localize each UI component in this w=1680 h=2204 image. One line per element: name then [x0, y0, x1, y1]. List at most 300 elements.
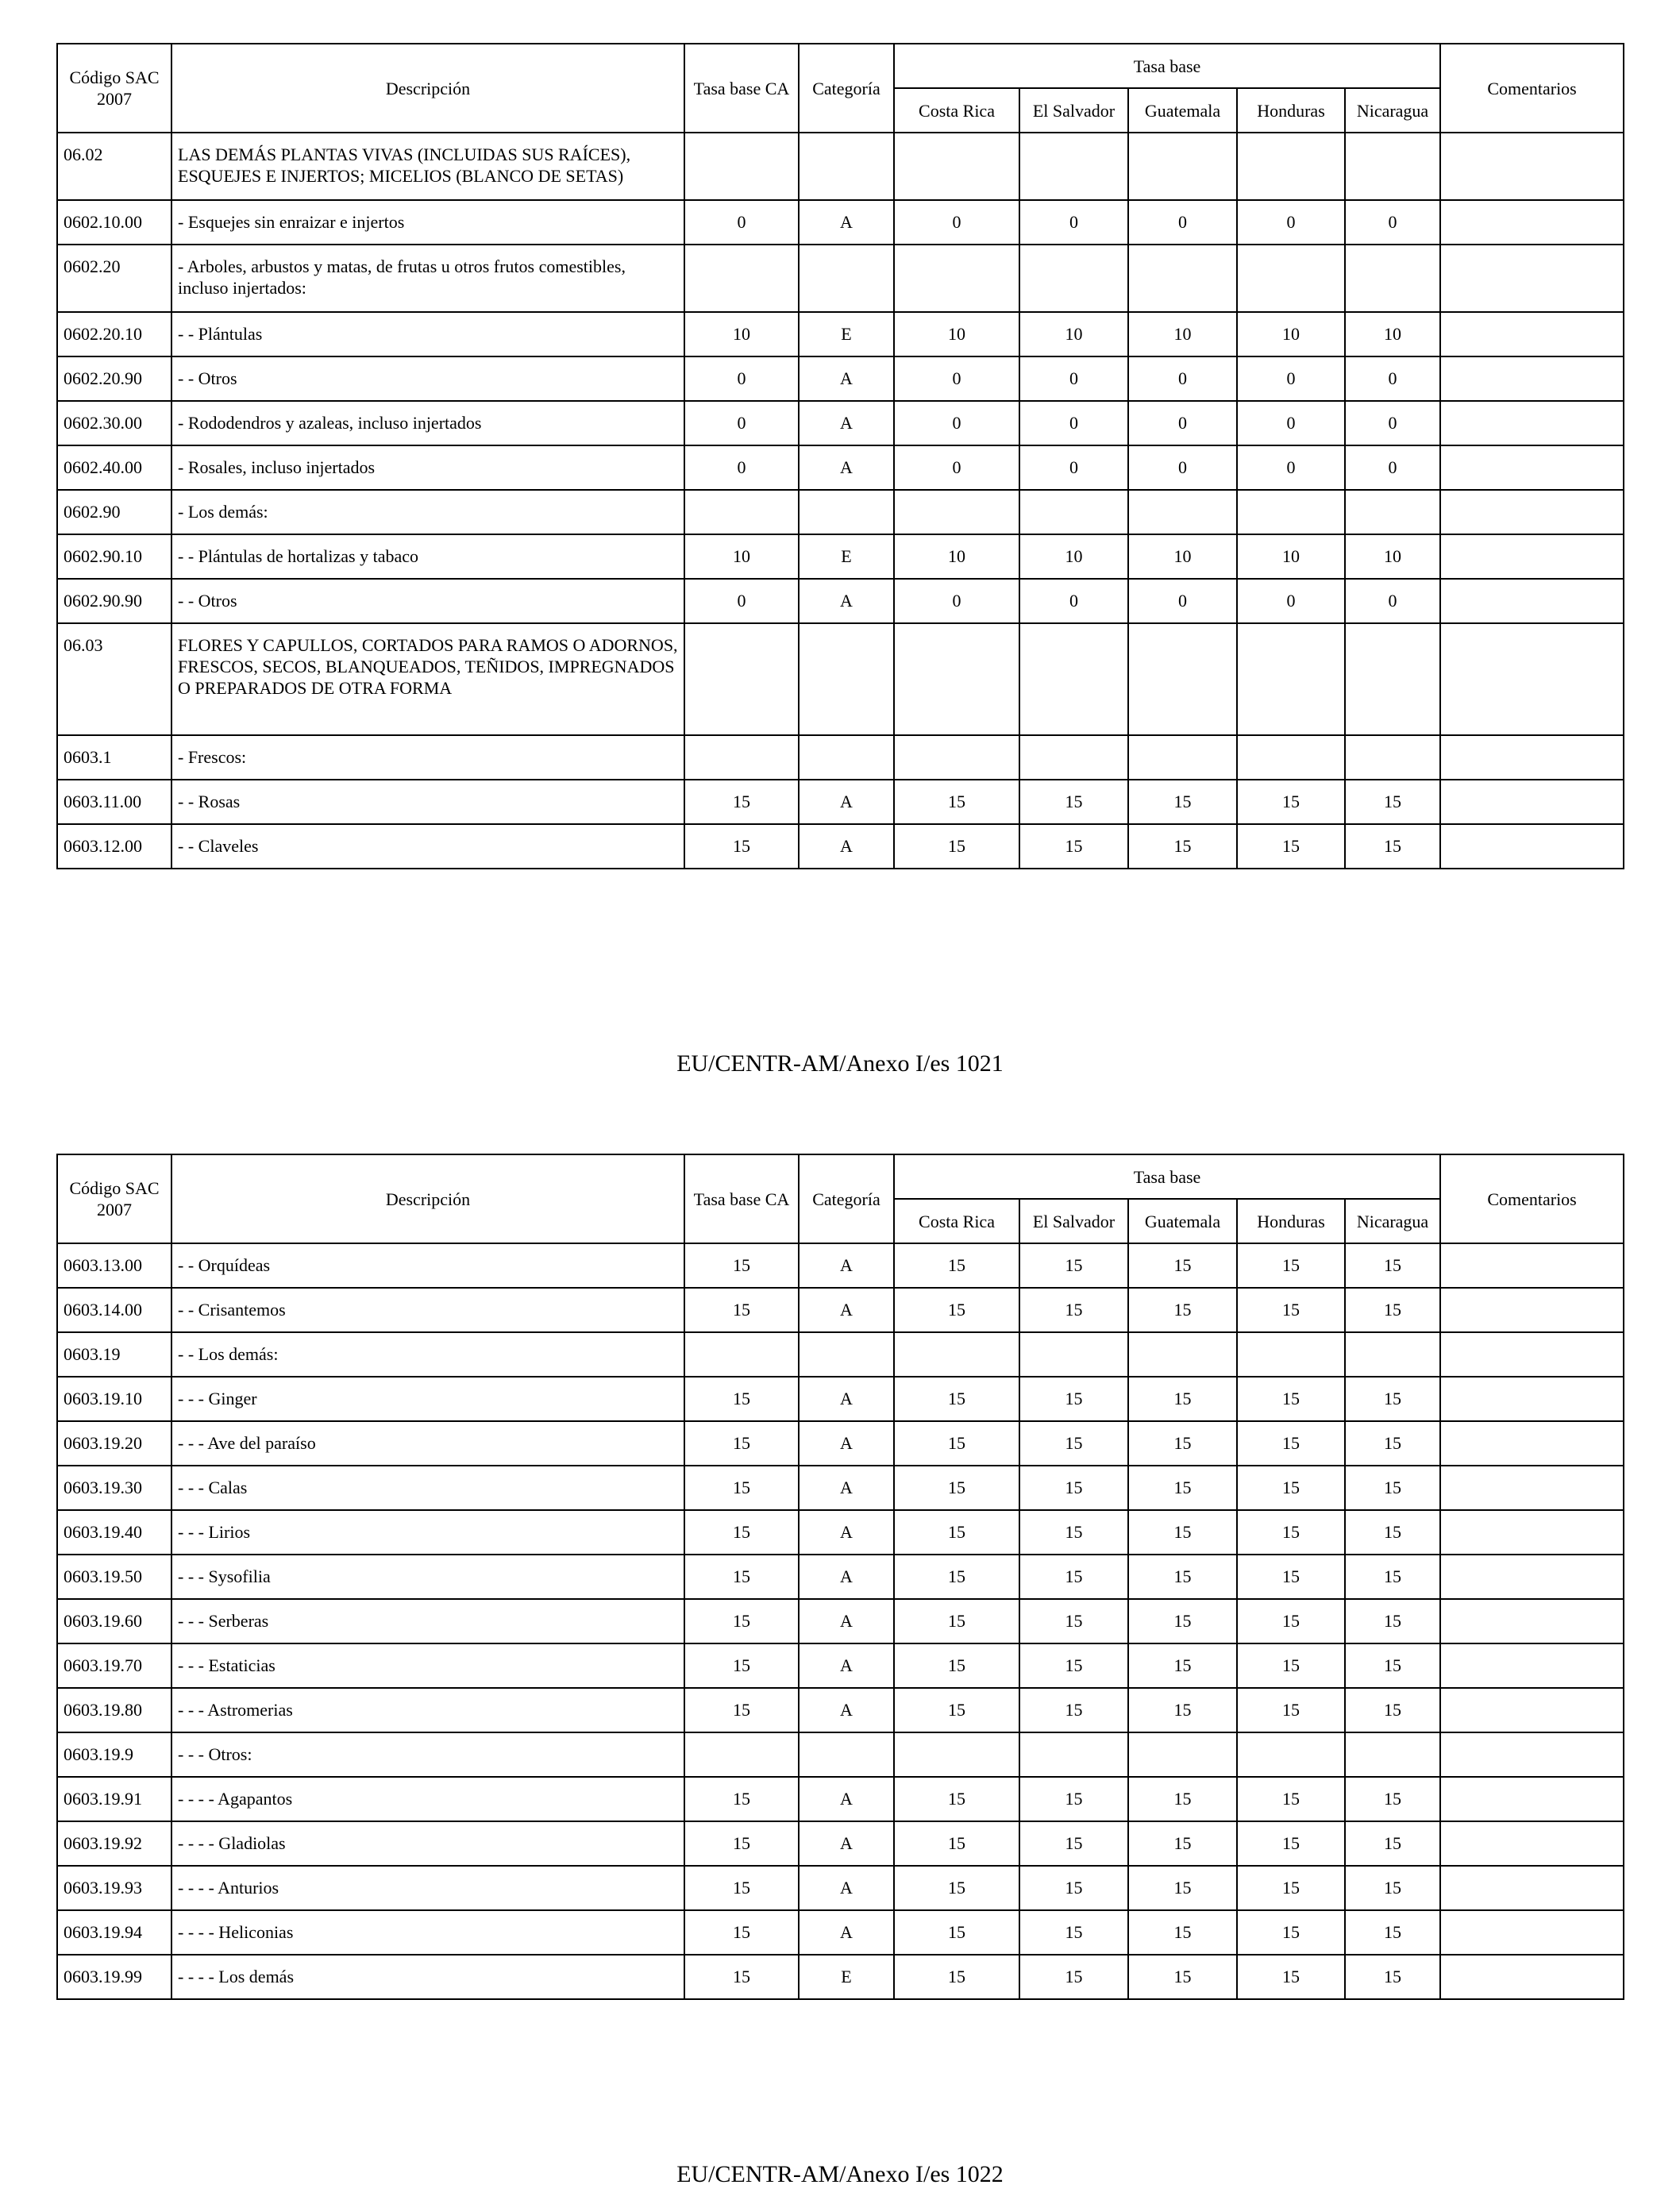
header-category: Categoría — [799, 1154, 894, 1243]
cell-rate-honduras: 15 — [1237, 1955, 1345, 1999]
cell-rate-costa-rica: 15 — [894, 1910, 1019, 1955]
cell-rate-guatemala: 15 — [1128, 1466, 1237, 1510]
cell-rate-guatemala — [1128, 735, 1237, 780]
cell-rate-el-salvador — [1019, 1732, 1128, 1777]
cell-code: 0603.1 — [57, 735, 171, 780]
cell-rate-guatemala: 15 — [1128, 1910, 1237, 1955]
cell-description: - - Los demás: — [171, 1332, 684, 1377]
cell-rate-nicaragua: 15 — [1345, 1955, 1440, 1999]
cell-rate-guatemala: 15 — [1128, 1599, 1237, 1643]
cell-rate-honduras: 15 — [1237, 1599, 1345, 1643]
cell-code: 0603.19.94 — [57, 1910, 171, 1955]
cell-code: 0603.19.80 — [57, 1688, 171, 1732]
table-row — [57, 1510, 1624, 1555]
cell-rate-el-salvador: 0 — [1019, 200, 1128, 245]
header-country: Guatemala — [1128, 1199, 1237, 1243]
cell-description: - - Otros — [171, 356, 684, 401]
header-country: El Salvador — [1019, 88, 1128, 133]
cell-rate-guatemala: 0 — [1128, 445, 1237, 490]
cell-rate-guatemala: 15 — [1128, 1421, 1237, 1466]
table-row — [57, 401, 1624, 445]
cell-description: - Frescos: — [171, 735, 684, 780]
cell-code: 0602.20.90 — [57, 356, 171, 401]
cell-comments — [1440, 445, 1624, 490]
table-row — [57, 1777, 1624, 1821]
cell-rate-el-salvador: 15 — [1019, 1377, 1128, 1421]
cell-rate-nicaragua — [1345, 1732, 1440, 1777]
table-row — [57, 1555, 1624, 1599]
cell-rate-guatemala: 15 — [1128, 1288, 1237, 1332]
cell-comments — [1440, 1910, 1624, 1955]
cell-rate-honduras: 15 — [1237, 1688, 1345, 1732]
cell-category: A — [799, 356, 894, 401]
cell-rate-costa-rica — [894, 1732, 1019, 1777]
cell-rate-nicaragua: 0 — [1345, 401, 1440, 445]
cell-rate-honduras: 15 — [1237, 1643, 1345, 1688]
cell-rate-costa-rica: 15 — [894, 780, 1019, 824]
table-row — [57, 1688, 1624, 1732]
cell-rate-honduras: 15 — [1237, 1377, 1345, 1421]
table-row — [57, 1421, 1624, 1466]
cell-rate-costa-rica — [894, 623, 1019, 735]
cell-rate-costa-rica: 15 — [894, 824, 1019, 869]
table-row — [57, 623, 1624, 735]
cell-base-rate-ca: 10 — [684, 534, 799, 579]
cell-rate-guatemala — [1128, 623, 1237, 735]
cell-base-rate-ca: 15 — [684, 1288, 799, 1332]
cell-rate-guatemala: 15 — [1128, 1555, 1237, 1599]
cell-category: A — [799, 1643, 894, 1688]
table-row — [57, 245, 1624, 312]
cell-rate-el-salvador — [1019, 1332, 1128, 1377]
cell-category: A — [799, 1510, 894, 1555]
cell-rate-costa-rica: 15 — [894, 1688, 1019, 1732]
cell-rate-nicaragua: 15 — [1345, 824, 1440, 869]
cell-rate-honduras — [1237, 735, 1345, 780]
cell-rate-nicaragua: 10 — [1345, 312, 1440, 356]
cell-code: 0603.19.91 — [57, 1777, 171, 1821]
cell-code: 0603.19.9 — [57, 1732, 171, 1777]
cell-rate-nicaragua: 15 — [1345, 1421, 1440, 1466]
cell-rate-honduras: 15 — [1237, 1421, 1345, 1466]
table-row — [57, 1332, 1624, 1377]
cell-comments — [1440, 1955, 1624, 1999]
table-row — [57, 1377, 1624, 1421]
header-description: Descripción — [171, 1154, 684, 1243]
cell-rate-el-salvador: 15 — [1019, 780, 1128, 824]
cell-category: E — [799, 534, 894, 579]
cell-code: 0603.19.70 — [57, 1643, 171, 1688]
cell-comments — [1440, 490, 1624, 534]
table-row — [57, 579, 1624, 623]
cell-rate-costa-rica: 15 — [894, 1777, 1019, 1821]
cell-rate-el-salvador: 15 — [1019, 1688, 1128, 1732]
cell-description: - - - Otros: — [171, 1732, 684, 1777]
cell-comments — [1440, 1866, 1624, 1910]
cell-rate-honduras: 0 — [1237, 579, 1345, 623]
cell-comments — [1440, 1555, 1624, 1599]
cell-code: 0603.19.60 — [57, 1599, 171, 1643]
cell-rate-costa-rica: 0 — [894, 200, 1019, 245]
cell-comments — [1440, 1421, 1624, 1466]
table-row — [57, 200, 1624, 245]
header-base-rate: Tasa base — [894, 1154, 1440, 1199]
cell-code: 0602.20.10 — [57, 312, 171, 356]
cell-category — [799, 1332, 894, 1377]
cell-rate-guatemala: 15 — [1128, 1955, 1237, 1999]
cell-rate-nicaragua: 15 — [1345, 1555, 1440, 1599]
table-row — [57, 735, 1624, 780]
cell-rate-guatemala: 15 — [1128, 1243, 1237, 1288]
cell-rate-guatemala — [1128, 133, 1237, 200]
cell-rate-nicaragua: 0 — [1345, 579, 1440, 623]
cell-code: 0603.19.92 — [57, 1821, 171, 1866]
cell-rate-nicaragua — [1345, 490, 1440, 534]
cell-category: A — [799, 1421, 894, 1466]
cell-rate-el-salvador: 15 — [1019, 1288, 1128, 1332]
cell-rate-nicaragua: 15 — [1345, 1377, 1440, 1421]
table-row — [57, 1866, 1624, 1910]
cell-rate-el-salvador: 15 — [1019, 1466, 1128, 1510]
cell-comments — [1440, 579, 1624, 623]
cell-rate-costa-rica: 15 — [894, 1643, 1019, 1688]
cell-rate-costa-rica: 0 — [894, 401, 1019, 445]
cell-rate-nicaragua — [1345, 133, 1440, 200]
cell-description: - Rododendros y azaleas, incluso injertados — [171, 401, 684, 445]
header-base-rate: Tasa base — [894, 44, 1440, 88]
cell-comments — [1440, 1732, 1624, 1777]
header-description: Descripción — [171, 44, 684, 133]
cell-code: 0603.19 — [57, 1332, 171, 1377]
cell-category — [799, 1732, 894, 1777]
cell-rate-costa-rica: 10 — [894, 312, 1019, 356]
table-row — [57, 1821, 1624, 1866]
cell-category: A — [799, 200, 894, 245]
cell-rate-guatemala — [1128, 1732, 1237, 1777]
cell-description: - - - Sysofilia — [171, 1555, 684, 1599]
cell-code: 0602.90 — [57, 490, 171, 534]
cell-rate-guatemala: 0 — [1128, 356, 1237, 401]
cell-code: 0602.20 — [57, 245, 171, 312]
cell-rate-el-salvador: 0 — [1019, 445, 1128, 490]
cell-rate-el-salvador: 15 — [1019, 1643, 1128, 1688]
cell-description: - Esquejes sin enraizar e injertos — [171, 200, 684, 245]
cell-rate-guatemala: 15 — [1128, 824, 1237, 869]
cell-rate-costa-rica: 0 — [894, 579, 1019, 623]
cell-rate-honduras: 15 — [1237, 1910, 1345, 1955]
cell-code: 0602.90.90 — [57, 579, 171, 623]
cell-base-rate-ca: 15 — [684, 1866, 799, 1910]
cell-description: - - - - Los demás — [171, 1955, 684, 1999]
table-row — [57, 356, 1624, 401]
cell-description: - - Otros — [171, 579, 684, 623]
cell-base-rate-ca: 15 — [684, 1777, 799, 1821]
cell-rate-costa-rica: 0 — [894, 356, 1019, 401]
cell-code: 0603.19.99 — [57, 1955, 171, 1999]
cell-rate-costa-rica — [894, 735, 1019, 780]
cell-rate-guatemala: 15 — [1128, 1377, 1237, 1421]
cell-category: E — [799, 1955, 894, 1999]
cell-description: - - - Ginger — [171, 1377, 684, 1421]
cell-rate-costa-rica: 15 — [894, 1377, 1019, 1421]
cell-rate-guatemala: 10 — [1128, 534, 1237, 579]
header-country: Costa Rica — [894, 88, 1019, 133]
cell-rate-costa-rica: 15 — [894, 1466, 1019, 1510]
cell-base-rate-ca: 15 — [684, 1688, 799, 1732]
cell-rate-el-salvador: 15 — [1019, 1599, 1128, 1643]
cell-category: E — [799, 312, 894, 356]
cell-description: - Arboles, arbustos y matas, de frutas u otros frutos comestibles, incluso injertados: — [171, 245, 684, 312]
cell-base-rate-ca: 15 — [684, 780, 799, 824]
cell-category — [799, 245, 894, 312]
cell-base-rate-ca: 15 — [684, 1910, 799, 1955]
cell-category: A — [799, 1555, 894, 1599]
cell-rate-nicaragua — [1345, 623, 1440, 735]
cell-category: A — [799, 1599, 894, 1643]
cell-rate-costa-rica: 15 — [894, 1955, 1019, 1999]
header-code: Código SAC 2007 — [57, 44, 171, 133]
cell-rate-nicaragua: 15 — [1345, 1910, 1440, 1955]
cell-category: A — [799, 824, 894, 869]
header-comments: Comentarios — [1440, 44, 1624, 133]
cell-rate-guatemala: 15 — [1128, 1777, 1237, 1821]
cell-code: 0603.11.00 — [57, 780, 171, 824]
cell-base-rate-ca: 15 — [684, 1466, 799, 1510]
cell-base-rate-ca: 15 — [684, 1377, 799, 1421]
cell-rate-honduras: 10 — [1237, 312, 1345, 356]
cell-category: A — [799, 1377, 894, 1421]
cell-rate-guatemala: 15 — [1128, 1510, 1237, 1555]
cell-rate-honduras: 15 — [1237, 1866, 1345, 1910]
cell-rate-nicaragua — [1345, 245, 1440, 312]
cell-category — [799, 133, 894, 200]
cell-comments — [1440, 1288, 1624, 1332]
cell-rate-el-salvador: 15 — [1019, 1821, 1128, 1866]
cell-rate-el-salvador: 15 — [1019, 1243, 1128, 1288]
cell-code: 0603.19.50 — [57, 1555, 171, 1599]
cell-category: A — [799, 1688, 894, 1732]
cell-description: - - - - Heliconias — [171, 1910, 684, 1955]
header-country: Honduras — [1237, 88, 1345, 133]
page-footer: EU/CENTR-AM/Anexo I/es 1022 — [676, 2161, 1004, 2187]
cell-category: A — [799, 1821, 894, 1866]
cell-comments — [1440, 245, 1624, 312]
cell-rate-el-salvador: 15 — [1019, 1777, 1128, 1821]
cell-base-rate-ca: 15 — [684, 1955, 799, 1999]
header-country: Costa Rica — [894, 1199, 1019, 1243]
cell-rate-costa-rica — [894, 1332, 1019, 1377]
cell-comments — [1440, 133, 1624, 200]
table-row — [57, 445, 1624, 490]
cell-base-rate-ca — [684, 1332, 799, 1377]
cell-description: - - - Astromerias — [171, 1688, 684, 1732]
cell-rate-costa-rica — [894, 245, 1019, 312]
cell-rate-nicaragua: 15 — [1345, 1821, 1440, 1866]
cell-rate-costa-rica: 0 — [894, 445, 1019, 490]
cell-rate-guatemala: 15 — [1128, 1688, 1237, 1732]
cell-rate-costa-rica: 15 — [894, 1821, 1019, 1866]
cell-category — [799, 735, 894, 780]
table-row — [57, 824, 1624, 869]
cell-rate-guatemala: 15 — [1128, 780, 1237, 824]
cell-description: - - - - Agapantos — [171, 1777, 684, 1821]
cell-category: A — [799, 1288, 894, 1332]
cell-rate-el-salvador: 15 — [1019, 1955, 1128, 1999]
cell-comments — [1440, 1599, 1624, 1643]
cell-code: 0602.10.00 — [57, 200, 171, 245]
cell-rate-nicaragua: 15 — [1345, 1777, 1440, 1821]
cell-rate-honduras: 15 — [1237, 1466, 1345, 1510]
cell-comments — [1440, 1377, 1624, 1421]
cell-rate-nicaragua: 15 — [1345, 1510, 1440, 1555]
cell-category: A — [799, 1910, 894, 1955]
cell-rate-el-salvador — [1019, 133, 1128, 200]
cell-comments — [1440, 534, 1624, 579]
cell-description: - - Orquídeas — [171, 1243, 684, 1288]
cell-description: - - - Estaticias — [171, 1643, 684, 1688]
cell-rate-costa-rica: 15 — [894, 1421, 1019, 1466]
cell-rate-costa-rica: 15 — [894, 1599, 1019, 1643]
cell-description: LAS DEMÁS PLANTAS VIVAS (INCLUIDAS SUS RAÍCES), ESQUEJES E INJERTOS; MICELIOS (BLANCO DE SETAS) — [171, 133, 684, 200]
cell-rate-honduras — [1237, 133, 1345, 200]
cell-rate-honduras — [1237, 490, 1345, 534]
cell-base-rate-ca: 0 — [684, 356, 799, 401]
cell-comments — [1440, 1332, 1624, 1377]
cell-rate-honduras: 0 — [1237, 401, 1345, 445]
cell-base-rate-ca — [684, 735, 799, 780]
header-country: Nicaragua — [1345, 1199, 1440, 1243]
cell-rate-nicaragua: 15 — [1345, 1643, 1440, 1688]
cell-rate-el-salvador: 15 — [1019, 824, 1128, 869]
cell-rate-honduras: 15 — [1237, 1555, 1345, 1599]
cell-rate-guatemala: 0 — [1128, 200, 1237, 245]
table-row — [57, 1910, 1624, 1955]
cell-code: 0603.13.00 — [57, 1243, 171, 1288]
cell-rate-nicaragua: 15 — [1345, 1866, 1440, 1910]
cell-rate-honduras: 0 — [1237, 356, 1345, 401]
cell-rate-nicaragua: 15 — [1345, 1243, 1440, 1288]
cell-rate-nicaragua: 15 — [1345, 1466, 1440, 1510]
cell-base-rate-ca — [684, 1732, 799, 1777]
cell-comments — [1440, 1821, 1624, 1866]
cell-base-rate-ca: 0 — [684, 401, 799, 445]
cell-rate-costa-rica: 10 — [894, 534, 1019, 579]
cell-rate-nicaragua: 0 — [1345, 200, 1440, 245]
cell-rate-nicaragua: 10 — [1345, 534, 1440, 579]
cell-rate-costa-rica: 15 — [894, 1555, 1019, 1599]
cell-comments — [1440, 200, 1624, 245]
cell-rate-nicaragua — [1345, 1332, 1440, 1377]
cell-rate-nicaragua: 15 — [1345, 1288, 1440, 1332]
cell-rate-honduras — [1237, 1732, 1345, 1777]
cell-base-rate-ca — [684, 490, 799, 534]
cell-rate-el-salvador — [1019, 490, 1128, 534]
cell-category: A — [799, 780, 894, 824]
cell-rate-nicaragua: 15 — [1345, 1688, 1440, 1732]
cell-code: 06.02 — [57, 133, 171, 200]
cell-base-rate-ca — [684, 133, 799, 200]
cell-rate-honduras — [1237, 1332, 1345, 1377]
page-footer: EU/CENTR-AM/Anexo I/es 1021 — [676, 1050, 1004, 1077]
cell-rate-costa-rica: 15 — [894, 1243, 1019, 1288]
cell-base-rate-ca: 15 — [684, 1821, 799, 1866]
cell-code: 0603.19.20 — [57, 1421, 171, 1466]
cell-comments — [1440, 1510, 1624, 1555]
cell-rate-costa-rica — [894, 490, 1019, 534]
table-row — [57, 1599, 1624, 1643]
cell-rate-guatemala — [1128, 490, 1237, 534]
cell-rate-honduras: 15 — [1237, 1510, 1345, 1555]
cell-category: A — [799, 1243, 894, 1288]
cell-rate-nicaragua: 0 — [1345, 356, 1440, 401]
header-country: Nicaragua — [1345, 88, 1440, 133]
cell-code: 0603.19.10 — [57, 1377, 171, 1421]
cell-comments — [1440, 356, 1624, 401]
cell-comments — [1440, 312, 1624, 356]
table-row — [57, 780, 1624, 824]
table-row — [57, 1466, 1624, 1510]
cell-rate-honduras: 15 — [1237, 1288, 1345, 1332]
cell-rate-guatemala: 0 — [1128, 401, 1237, 445]
cell-code: 0603.19.30 — [57, 1466, 171, 1510]
cell-category: A — [799, 1866, 894, 1910]
cell-description: - - - Serberas — [171, 1599, 684, 1643]
cell-base-rate-ca: 15 — [684, 1555, 799, 1599]
cell-rate-honduras — [1237, 623, 1345, 735]
table-row — [57, 312, 1624, 356]
cell-rate-el-salvador: 10 — [1019, 534, 1128, 579]
cell-rate-guatemala: 0 — [1128, 579, 1237, 623]
cell-rate-costa-rica — [894, 133, 1019, 200]
cell-code: 06.03 — [57, 623, 171, 735]
cell-description: - - - - Gladiolas — [171, 1821, 684, 1866]
header-country: Guatemala — [1128, 88, 1237, 133]
cell-rate-el-salvador: 0 — [1019, 579, 1128, 623]
header-base-rate-ca: Tasa base CA — [684, 44, 799, 133]
cell-rate-nicaragua: 15 — [1345, 1599, 1440, 1643]
cell-comments — [1440, 623, 1624, 735]
cell-category: A — [799, 579, 894, 623]
header-code: Código SAC 2007 — [57, 1154, 171, 1243]
cell-category: A — [799, 1777, 894, 1821]
cell-code: 0603.12.00 — [57, 824, 171, 869]
cell-category: A — [799, 1466, 894, 1510]
cell-rate-nicaragua — [1345, 735, 1440, 780]
table-row — [57, 534, 1624, 579]
cell-description: - - Claveles — [171, 824, 684, 869]
cell-rate-costa-rica: 15 — [894, 1866, 1019, 1910]
cell-rate-el-salvador: 15 — [1019, 1910, 1128, 1955]
cell-base-rate-ca: 15 — [684, 1599, 799, 1643]
cell-rate-el-salvador: 0 — [1019, 356, 1128, 401]
cell-rate-nicaragua: 0 — [1345, 445, 1440, 490]
header-country: Honduras — [1237, 1199, 1345, 1243]
cell-base-rate-ca: 0 — [684, 445, 799, 490]
cell-rate-honduras: 0 — [1237, 445, 1345, 490]
cell-base-rate-ca: 15 — [684, 1243, 799, 1288]
cell-rate-honduras: 10 — [1237, 534, 1345, 579]
cell-category: A — [799, 401, 894, 445]
cell-rate-guatemala — [1128, 245, 1237, 312]
table-row — [57, 1288, 1624, 1332]
cell-base-rate-ca — [684, 245, 799, 312]
cell-rate-honduras: 15 — [1237, 824, 1345, 869]
cell-rate-honduras: 15 — [1237, 780, 1345, 824]
cell-code: 0602.40.00 — [57, 445, 171, 490]
header-category: Categoría — [799, 44, 894, 133]
cell-code: 0603.19.40 — [57, 1510, 171, 1555]
cell-rate-el-salvador: 15 — [1019, 1421, 1128, 1466]
